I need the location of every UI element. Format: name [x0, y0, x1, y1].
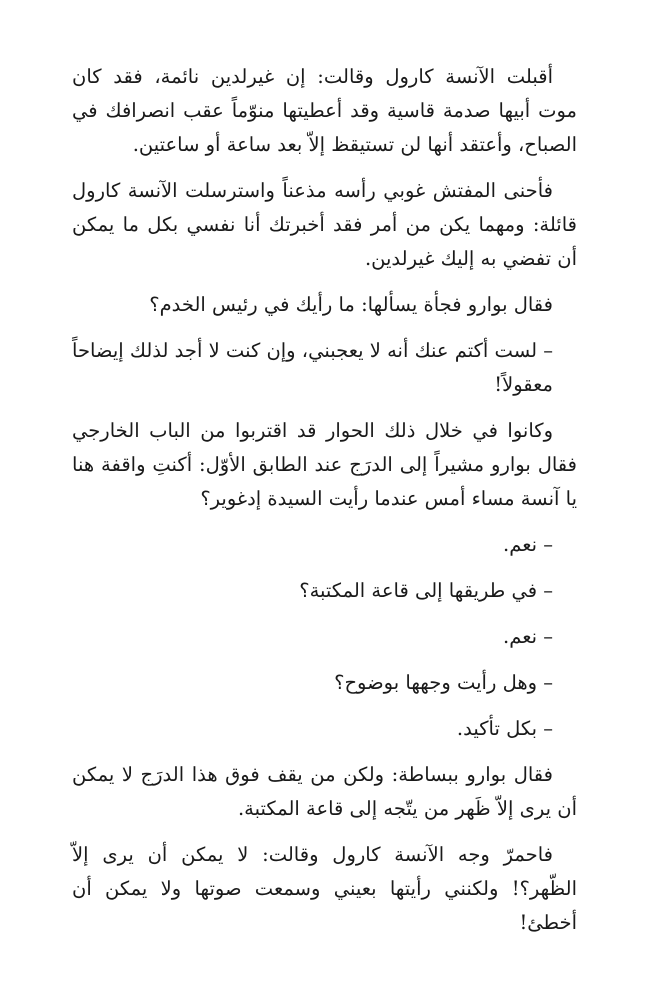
paragraph-inspector-nods: فأحنى المفتش غوبي رأسه مذعناً واسترسلت الآنسة كارول قائلة: ومهما يكن من أمر فقد أخبرتك أنا نفسي بكل ما يمكن أن تفضي به إليك غيرلدين.: [72, 179, 577, 270]
paragraph-poirot-asks-butler: فقال بوارو فجأة يسألها: ما رأيك في رئيس الخدم؟: [149, 293, 553, 316]
dialogue-line-yes-2: – نعم.: [503, 625, 553, 648]
paragraph-carol-enters: أقبلت الآنسة كارول وقالت: إن غيرلدين نائمة، فقد كان موت أبيها صدمة قاسية وقد أعطيتها منوّماً عقب انصرافك في الصباح، وأعتقد أنها لن تستيقظ إلاّ بعد ساعة أو ساعتين.: [72, 65, 577, 156]
dialogue-line-certainly: – بكل تأكيد.: [456, 717, 553, 740]
paragraph-poirot-simply: فقال بوارو ببساطة: ولكن من يقف فوق هذا الدرَج لا يمكن أن يرى إلاّ ظَهر من يتّجه إلى قاعة المكتبة.: [72, 763, 577, 820]
dialogue-line-face-clearly: – وهل رأيت وجهها بوضوح؟: [334, 671, 553, 694]
paragraph-carol-blushes: فاحمرّ وجه الآنسة كارول وقالت: لا يمكن أن يرى إلاّ الظّهر؟! ولكنني رأيتها بعيني وسمعت صوتها ولا يمكن أن أخطئ!: [72, 843, 577, 934]
dialogue-line-yes-1: – نعم.: [503, 533, 553, 556]
dialogue-line-library: – في طريقها إلى قاعة المكتبة؟: [299, 579, 553, 602]
paragraph-carol-dislikes-butler: – لست أكتم عنك أنه لا يعجبني، وإن كنت لا أجد لذلك إيضاحاً معقولاً!: [72, 339, 553, 396]
paragraph-poirot-at-stairs: وكانوا في خلال ذلك الحوار قد اقتربوا من الباب الخارجي فقال بوارو مشيراً إلى الدرَج عند الطابق الأوّل: أكنتِ واقفة هنا يا آنسة مساء أمس عندما رأيت السيدة إدغوير؟: [72, 419, 577, 510]
